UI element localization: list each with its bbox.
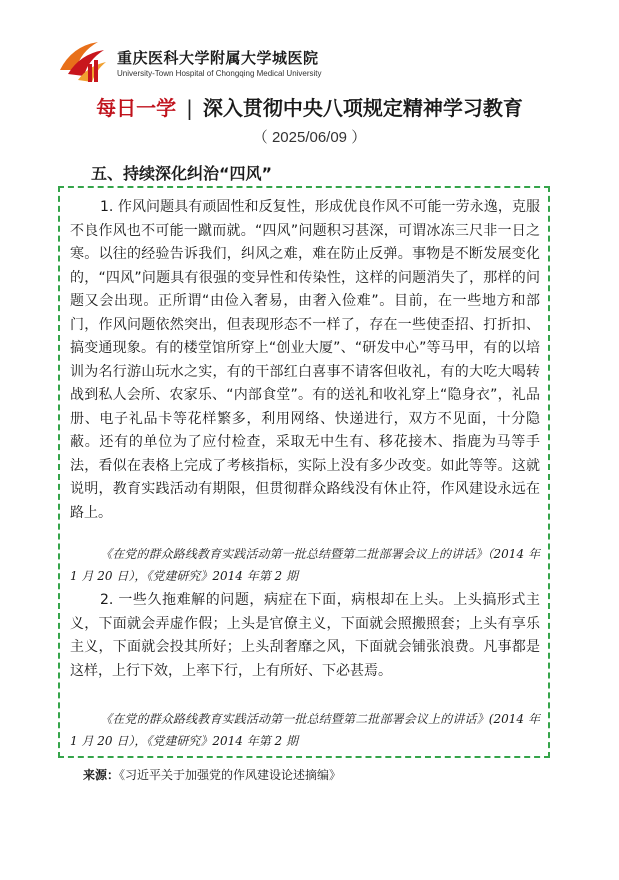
hospital-name-cn: 重庆医科大学附属大学城医院 (117, 49, 319, 67)
hospital-name-en: University-Town Hospital of Chongqing Medical University (117, 69, 322, 78)
title-separator: | (186, 96, 193, 120)
paragraph-1-text: 1. 作风问题具有顽固性和反复性，形成优良作风不可能一劳永逸，克服不良作风也不可能一蹴而就。“四风”问题积习甚深，可谓冰冻三尺非一日之寒。以往的经验告诉我们，纠风之难，难在防止反弹。事物是不断发展变化的，“四风”问题具有很强的变异性和传染性，这样的问题消失了，那样的问题又会出现。正所谓“由俭入奢易，由奢入俭难”。目前，在一些地方和部门，作风问题依然突出，但表现形态不一样了，存在一些使歪招、打折扣、搞变通现象。有的楼堂馆所穿上“创业大厦”、“研发中心”等马甲，有的以培训为名行游山玩水之实，有的干部红白喜事不请客但收礼，有的大吃大喝转战到私人会所、农家乐、“内部食堂”。有的送礼和收礼穿上“隐身衣”，礼品册、电子礼品卡等花样繁多，利用网络、快递进行，双方不见面，十分隐蔽。还有的单位为了应付检查，采取无中生有、移花接木、指鹿为马等手法，看似在表格上完成了考核指标，实际上没有多少改变。如此等等。这就说明，教育实践活动有期限，但贯彻群众路线没有休止符，作风建设永远在路上。 (70, 199, 540, 521)
title-main: 深入贯彻中央八项规定精神学习教育 (202, 96, 523, 120)
source-label: 来源： (83, 768, 120, 782)
issue-date: （ 2025/06/09 ） (252, 129, 367, 146)
source-line (83, 766, 341, 783)
source-text: 《习近平关于加强党的作风建设论述摘编》 (119, 768, 342, 782)
paragraph-1 (70, 196, 540, 525)
citation-2 (70, 708, 540, 752)
paragraph-2-text: 2. 一些久拖难解的问题，病症在下面，病根却在上头。上头搞形式主义，下面就会弄虚作假；上头是官僚主义，下面就会照搬照套；上头有享乐主义，下面就会投其所好；上头刮奢靡之风，下面就会铺张浪费。凡事都是这样，上行下效，上率下行，上有所好、下必甚焉。 (70, 592, 540, 679)
citation-1-text: 《在党的群众路线教育实践活动第一批总结暨第二批部署会议上的讲话》（2014 年 1 月 20 日），《党建研究》2014 年第 2 期 (70, 547, 540, 583)
citation-1 (70, 543, 540, 587)
paragraph-2 (70, 589, 540, 683)
page-title (0, 92, 619, 121)
hospital-logo-icon (58, 40, 108, 84)
title-brand: 每日一学 (96, 96, 177, 120)
citation-2-text: 《在党的群众路线教育实践活动第一批总结暨第二批部署会议上的讲话》(2014 年 1 月 20 日），《党建研究》2014 年第 2 期 (70, 712, 540, 748)
section-title: 五、持续深化纠治“四风” (91, 164, 273, 183)
